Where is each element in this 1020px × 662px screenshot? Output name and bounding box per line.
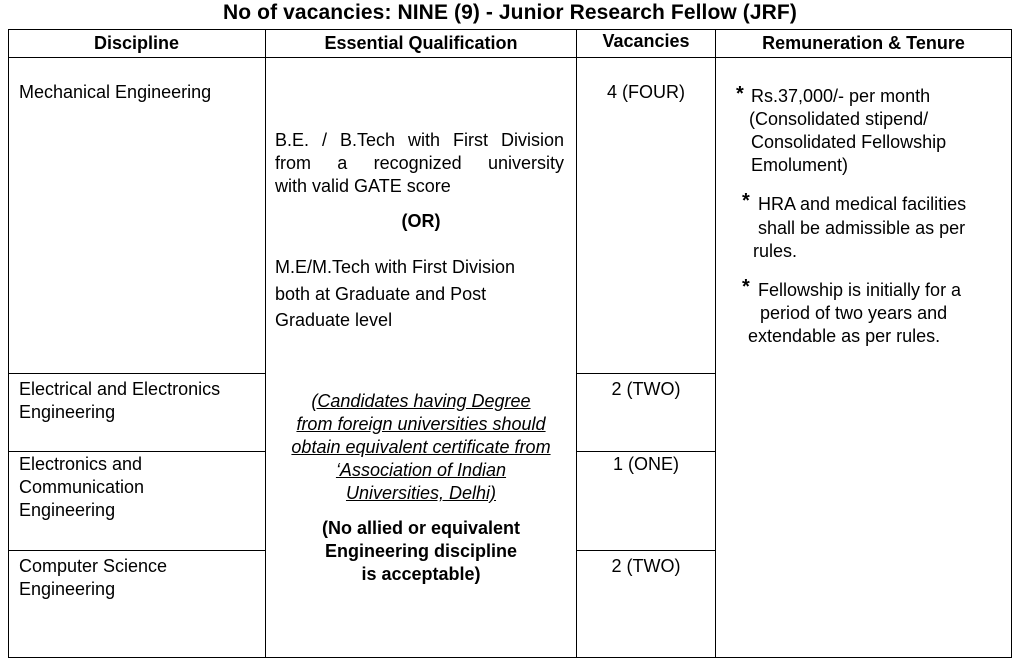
remuneration-item3-line2: period of two years and xyxy=(760,303,948,323)
header-divider xyxy=(8,57,1012,58)
remuneration-item1-line4: Emolument) xyxy=(751,155,849,175)
qual-foreign-line5: Universities, Delhi) xyxy=(345,483,497,503)
remuneration-item3-line3: extendable as per rules. xyxy=(748,326,941,346)
vacancies-cse: 2 (TWO) xyxy=(611,556,681,576)
remuneration-item2-line3: rules. xyxy=(753,241,798,261)
remuneration-bullet-1: * xyxy=(736,83,744,105)
header-remuneration: Remuneration & Tenure xyxy=(762,33,965,53)
row-divider-1-right xyxy=(576,373,716,374)
vacancies-ece: 1 (ONE) xyxy=(612,454,679,474)
qual-or: (OR) xyxy=(401,211,441,231)
vacancies-eee: 2 (TWO) xyxy=(611,379,681,399)
qual-me-line1: M.E/M.Tech with First Division xyxy=(275,257,516,277)
remuneration-item2-line2: shall be admissible as per xyxy=(758,218,966,238)
qual-allied-line3: is acceptable) xyxy=(361,564,481,584)
remuneration-bullet-2: * xyxy=(742,190,750,212)
qual-me-line3: Graduate level xyxy=(275,310,393,330)
table-border-right xyxy=(1011,29,1012,658)
qual-foreign-line4: ‘Association of Indian xyxy=(335,460,507,480)
row-divider-2-right xyxy=(576,451,716,452)
table-border-left xyxy=(8,29,9,658)
vacancies-mechanical: 4 (FOUR) xyxy=(607,82,685,102)
qual-be-line3: with valid GATE score xyxy=(275,176,451,196)
discipline-ece-line3: Engineering xyxy=(19,500,116,520)
remuneration-item1-line3: Consolidated Fellowship xyxy=(751,132,947,152)
table-border-top xyxy=(8,29,1012,30)
header-qualification: Essential Qualification xyxy=(324,33,518,53)
qual-foreign-line2: from foreign universities should xyxy=(296,414,546,434)
discipline-cse-line2: Engineering xyxy=(19,579,116,599)
remuneration-item3-line1: Fellowship is initially for a xyxy=(758,280,962,300)
title-text: No of vacancies: NINE (9) - Junior Research Fellow (JRF) xyxy=(223,1,797,24)
qual-allied-line2: Engineering discipline xyxy=(324,541,518,561)
header-vacancies: Vacancies xyxy=(602,31,690,51)
remuneration-item1-line1: Rs.37,000/- per month xyxy=(751,86,931,106)
discipline-ece-line2: Communication xyxy=(19,477,145,497)
row-divider-2-left xyxy=(8,451,266,452)
row-divider-3-left xyxy=(8,550,266,551)
remuneration-bullet-3: * xyxy=(742,276,750,298)
qual-allied-line1: (No allied or equivalent xyxy=(321,518,521,538)
row-divider-3-right xyxy=(576,550,716,551)
qual-foreign-line1: (Candidates having Degree xyxy=(311,391,531,411)
discipline-eee-line2: Engineering xyxy=(19,402,116,422)
remuneration-item1-line2: (Consolidated stipend/ xyxy=(749,109,929,129)
discipline-cse-line1: Computer Science xyxy=(19,556,168,576)
header-discipline: Discipline xyxy=(93,33,180,53)
discipline-ece-line1: Electronics and xyxy=(19,454,143,474)
row-divider-1-left xyxy=(8,373,266,374)
table-border-bottom xyxy=(8,657,1012,658)
remuneration-item2-line1: HRA and medical facilities xyxy=(758,194,967,214)
qual-me-line2: both at Graduate and Post xyxy=(275,284,487,304)
discipline-eee-line1: Electrical and Electronics xyxy=(19,379,221,399)
qual-foreign-line3: obtain equivalent certificate from xyxy=(291,437,551,457)
qual-be-line1: B.E. / B.Tech with First Division xyxy=(275,130,564,150)
col-divider-3 xyxy=(715,29,716,658)
qual-be-line2: from a recognized university xyxy=(275,153,564,173)
discipline-mechanical: Mechanical Engineering xyxy=(19,82,212,102)
